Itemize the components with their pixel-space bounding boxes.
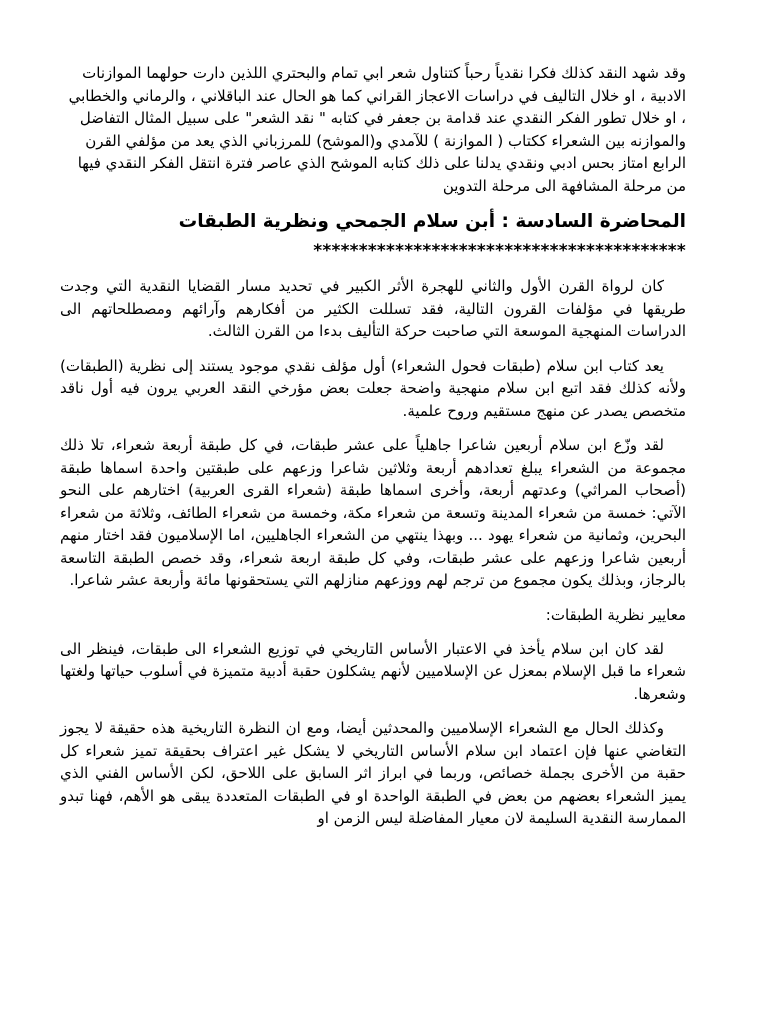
paragraph-artistic-basis: وكذلك الحال مع الشعراء الإسلاميين والمحدثين أيضا، ومع ان النظرة التاريخية هذه حقيقة لا يجوز التغاضي عنها فإن اعتماد ابن سلام الأساس التاريخي لا يشكل غير اعتراف بحقيقة تميز شعراء كل حقبة من الأخرى بجملة خصائص، وربما في ابراز اثر السابق على اللاحق، لكن الأساس الفني الذي يميز الشعراء بعضهم من بعض في الطبقة الواحدة او في الطبقات المتعددة يبقى هو الأهم، فهنا تبدو الممارسة النقدية السليمة لان معيار المفاضلة ليس الزمن او [60,719,686,827]
paragraph-historical-basis: لقد كان ابن سلام يأخذ في الاعتبار الأساس التاريخي في توزيع الشعراء الى طبقات، فينظر الى شعراء ما قبل الإسلام بمعزل عن الإسلاميين لأنهم يشكلون حقبة أدبية متميزة في أسلوب حياتها ولغتها وشعرها. [60,639,686,703]
paragraph-narrators: كان لرواة القرن الأول والثاني للهجرة الأثر الكبير في تحديد مسار القضايا النقدية التي وجدت طريقها في مؤلفات القرون التالية، فقد تسللت الكثير من أفكارهم وآرائهم ومصطلحاتهم الى الدراسات المنهجية الموسعة التي صاحبت حركة التأليف بدءا من القرن الثالث. [60,277,686,340]
lecture-title: المحاضرة السادسة : أبن سلام الجمحي ونظرية الطبقات [178,211,686,232]
intro-paragraph: وقد شهد النقد كذلك فكرا نقدياً رحباً كتناول شعر ابي تمام والبحتري اللذين دارت حولهما الموازنات الادبية ، او خلال التاليف في دراسات الاعجاز القراني كما هو الحال عند الباقلاني ، والرماني والخطابي ، او خلال تطور الفكر النقدي عند قدامة بن جعفر في كتابه " نقد الشعر" على سبيل المثال التفاضل والموازنه بين الشعراء ككتاب ( الموازنة ) للآمدي و(الموشح) للمرزباني الذي يعد من مؤلفي القرن الرابع امتاز بحس ادبي ونقدي يدلنا على ذلك كتابه الموشح الذي عاصر فترة انتقل الفكر النقدي فيها من مرحلة المشافهة الى مرحلة التدوين [68,64,686,195]
separator-line: ***************************************** [313,241,686,261]
paragraph-distribution: لقد وزّع ابن سلام أربعين شاعرا جاهلياً على عشر طبقات، في كل طبقة أربعة شعراء، تلا ذلك مجموعة من الشعراء يبلغ تعدادهم أربعة وثلاثين شاعرا وزعهم على طبقتين واحدة اسماها طبقة (أصحاب المراثي) وعدتهم أربعة، وأخرى اسماها طبقة (شعراء القرى العربية) اختارهم على النحو الآتي: خمسة من شعراء المدينة وتسعة من شعراء مكة، وخمسة من شعراء الطائف، وثلاثة من شعراء البحرين، وثمانية من شعراء يهود ... وبهذا ينتهي من الشعراء الجاهليين، اما الإسلاميون فقد اختار منهم أربعين شاعرا وزعهم على عشر طبقات، وفي كل طبقة اربعة شعراء، وقد خصص الطبقة التاسعة بالرجاز، وبذلك يكون مجموع من ترجم لهم ووزعهم منازلهم التي يستحقونها مائة وأربعة عشر شاعرا. [60,436,686,589]
criteria-heading: معايير نظرية الطبقات: [545,605,686,624]
paragraph-book: يعد كتاب ابن سلام (طبقات فحول الشعراء) أول مؤلف نقدي موجود يستند إلى نظرية (الطبقات) ولأنه كذلك فقد اتبع ابن سلام منهجية واضحة جعلت بعض مؤرخي النقد العربي يرون فيه أول ناقد متخصص يصدر عن منهج مستقيم وروح علمية. [60,356,686,420]
